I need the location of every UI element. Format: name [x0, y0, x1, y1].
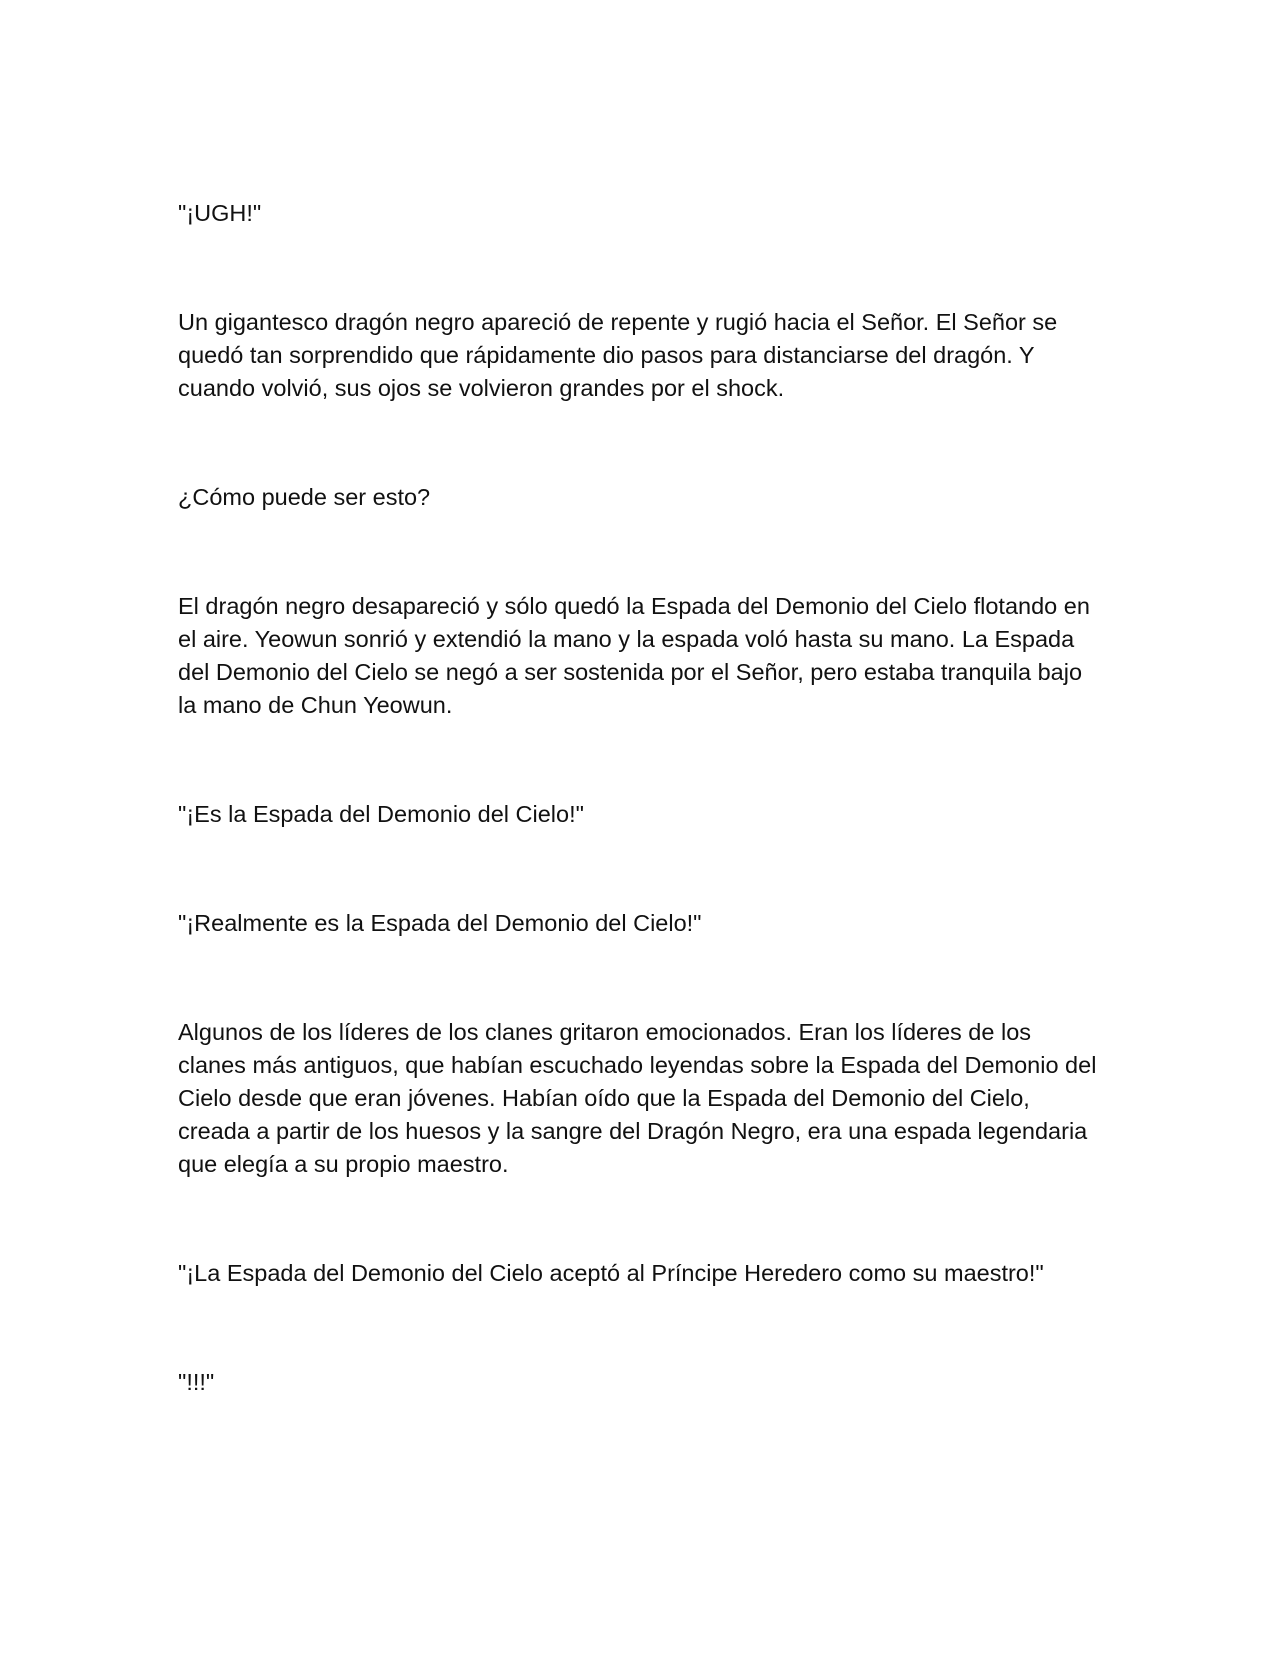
dialogue-paragraph: "¡UGH!"	[178, 200, 262, 226]
narration-paragraph: Algunos de los líderes de los clanes gritaron emocionados. Eran los líderes de los clanes más antiguos, que habían escuchado leyendas sobre la Espada del Demonio del Cielo desde que eran jóvenes. Habían oído que la Espada del Demonio del Cielo, creada a partir de los huesos y la sangre del Dragón Negro, era una espada legendaria que elegía a su propio maestro.	[178, 1019, 1097, 1177]
dialogue-paragraph: "¡Realmente es la Espada del Demonio del Cielo!"	[178, 910, 702, 936]
narration-paragraph: ¿Cómo puede ser esto?	[178, 484, 431, 510]
dialogue-paragraph: "!!!"	[178, 1369, 215, 1395]
dialogue-paragraph: "¡Es la Espada del Demonio del Cielo!"	[178, 801, 584, 827]
narration-paragraph: El dragón negro desapareció y sólo quedó la Espada del Demonio del Cielo flotando en el aire. Yeowun sonrió y extendió la mano y la espada voló hasta su mano. La Espada del Demonio del Cielo se negó a ser sostenida por el Señor, pero estaba tranquila bajo la mano de Chun Yeowun.	[178, 593, 1090, 718]
document-body	[178, 197, 1103, 1399]
narration-paragraph: Un gigantesco dragón negro apareció de repente y rugió hacia el Señor. El Señor se quedó tan sorprendido que rápidamente dio pasos para distanciarse del dragón. Y cuando volvió, sus ojos se volvieron grandes por el shock.	[178, 309, 1058, 401]
dialogue-paragraph: "¡La Espada del Demonio del Cielo aceptó al Príncipe Heredero como su maestro!"	[178, 1260, 1044, 1286]
